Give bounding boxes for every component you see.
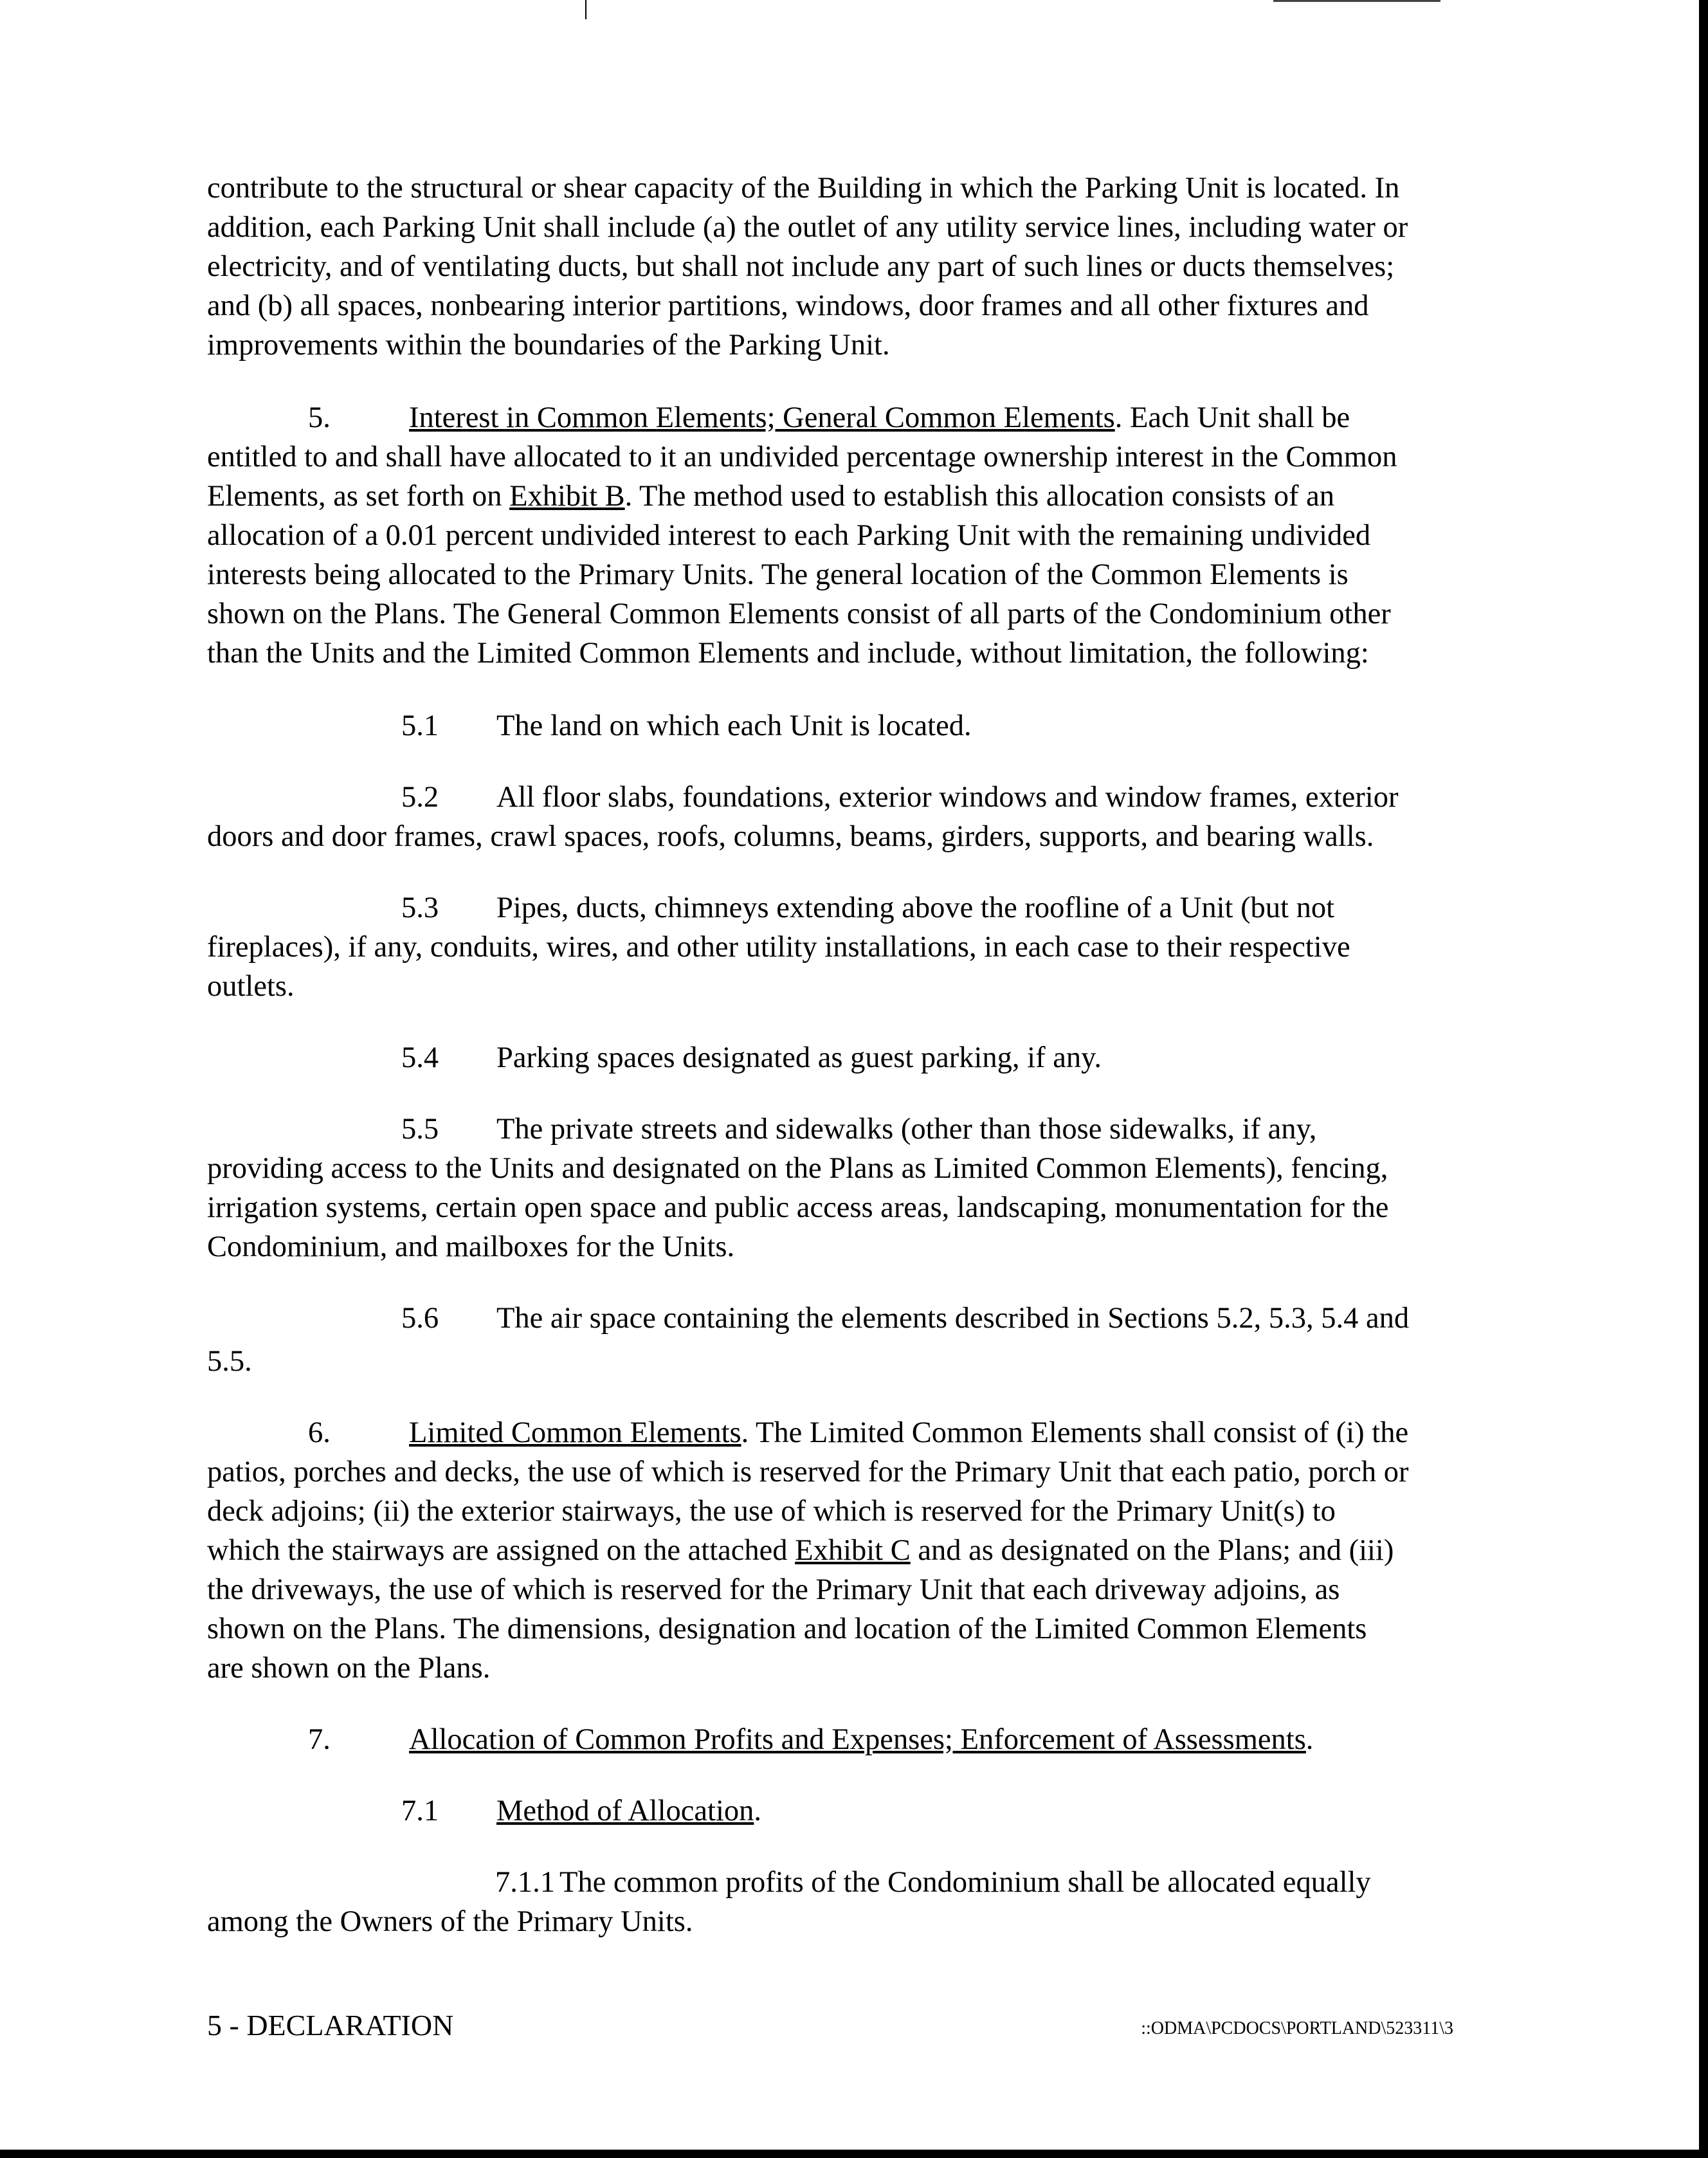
text-fragment: . The method used to establish this allocation consists of an — [624, 480, 1334, 513]
paragraph-4-continuation — [207, 169, 1513, 365]
text-fragment: which the stairways are assigned on the attached — [207, 1534, 795, 1567]
text-line: irrigation systems, certain open space and public access areas, landscaping, monumentation for the — [207, 1191, 1389, 1224]
subsection-5-2 — [207, 778, 1513, 856]
text-line: are shown on the Plans. — [207, 1652, 491, 1685]
subsection-5-4 — [207, 1038, 1513, 1077]
text-fragment: The land on which each Unit is located. — [496, 709, 972, 742]
subsection-number: 5.4 — [401, 1041, 439, 1074]
text-fragment: Pipes, ducts, chimneys extending above the roofline of a Unit (but not — [496, 892, 1335, 924]
text-line: doors and door frames, crawl spaces, roofs, columns, beams, girders, supports, and bearing walls. — [207, 820, 1374, 853]
text-line: the driveways, the use of which is reserved for the Primary Unit that each driveway adjoins, as — [207, 1573, 1340, 1606]
text-line: addition, each Parking Unit shall include (a) the outlet of any utility service lines, including water or — [207, 211, 1408, 244]
exhibit-c-reference: Exhibit C — [795, 1534, 911, 1567]
subsection-heading: Method of Allocation — [496, 1795, 754, 1827]
text-line — [207, 1038, 1513, 1077]
text-line: 5.5. — [207, 1345, 252, 1378]
exhibit-b-reference: Exhibit B — [509, 480, 625, 513]
text-line: shown on the Plans. The General Common Elements consist of all parts of the Condominium other — [207, 598, 1391, 630]
subsection-7-1-1 — [207, 1863, 1513, 1941]
subsection-number: 7.1 — [401, 1795, 439, 1827]
text-line: entitled to and shall have allocated to it an undivided percentage ownership interest in the Common — [207, 441, 1397, 473]
subsection-number: 7.1.1 — [495, 1866, 555, 1899]
footer-document-path: ::ODMA\PCDOCS\PORTLAND\523311\3 — [1141, 2018, 1453, 2038]
subsection-number: 5.2 — [401, 781, 439, 814]
text-line: among the Owners of the Primary Units. — [207, 1905, 693, 1938]
text-fragment: . — [754, 1795, 761, 1827]
text-line: improvements within the boundaries of the Parking Unit. — [207, 329, 890, 361]
subsection-number: 5.6 — [401, 1302, 439, 1335]
subsection-5-6 — [207, 1299, 1513, 1381]
text-line — [207, 778, 1513, 817]
section-number: 7. — [308, 1723, 331, 1756]
document-body — [207, 169, 1513, 1941]
text-fragment: . — [1305, 1723, 1314, 1756]
text-line: contribute to the structural or shear capacity of the Building in which the Parking Unit is located. In — [207, 172, 1400, 205]
text-line — [207, 888, 1513, 928]
section-6-first-line — [207, 1413, 1513, 1452]
text-line: deck adjoins; (ii) the exterior stairways, the use of which is reserved for the Primary Unit(s) to — [207, 1495, 1336, 1528]
exhibit-line — [207, 477, 1513, 516]
section-number: 6. — [308, 1416, 331, 1449]
section-heading: Limited Common Elements — [409, 1416, 741, 1449]
text-line: interests being allocated to the Primary Units. The general location of the Common Elements is — [207, 558, 1349, 591]
text-line: shown on the Plans. The dimensions, designation and location of the Limited Common Elements — [207, 1613, 1367, 1645]
text-line: and (b) all spaces, nonbearing interior partitions, windows, door frames and all other fixtures and — [207, 289, 1369, 322]
text-line — [207, 1299, 1513, 1338]
text-line — [207, 706, 1513, 745]
subsection-number: 5.3 — [401, 892, 439, 924]
subsection-5-5 — [207, 1110, 1513, 1266]
subsection-number: 5.1 — [401, 709, 439, 742]
subsection-5-1 — [207, 706, 1513, 745]
text-line: allocation of a 0.01 percent undivided interest to each Parking Unit with the remaining undivided — [207, 519, 1371, 552]
text-line — [207, 1720, 1513, 1759]
scan-mark-line — [1273, 0, 1440, 2]
section-heading: Allocation of Common Profits and Expenses; Enforcement of Assessments — [409, 1723, 1306, 1756]
exhibit-line — [207, 1531, 1513, 1570]
text-fragment: and as designated on the Plans; and (iii) — [910, 1534, 1394, 1567]
subsection-number: 5.5 — [401, 1113, 439, 1146]
text-line — [207, 1863, 1513, 1902]
text-fragment: The common profits of the Condominium shall be allocated equally — [559, 1866, 1371, 1899]
footer-page-label: 5 - DECLARATION — [207, 2009, 454, 2042]
text-line: electricity, and of ventilating ducts, but shall not include any part of such lines or ducts themselves; — [207, 250, 1395, 283]
text-line: outlets. — [207, 970, 295, 1003]
section-5-first-line — [207, 398, 1513, 437]
subsection-5-3 — [207, 888, 1513, 1006]
text-line: Condominium, and mailboxes for the Units. — [207, 1230, 735, 1263]
section-6 — [207, 1413, 1513, 1688]
text-line: than the Units and the Limited Common Elements and include, without limitation, the following: — [207, 637, 1369, 670]
text-line — [207, 1110, 1513, 1149]
section-number: 5. — [308, 401, 331, 434]
text-fragment: Elements, as set forth on — [207, 480, 510, 513]
text-line: patios, porches and decks, the use of which is reserved for the Primary Unit that each patio, porch or — [207, 1456, 1409, 1488]
text-line: fireplaces), if any, conduits, wires, and other utility installations, in each case to their respective — [207, 931, 1350, 964]
text-line — [207, 1791, 1513, 1831]
text-fragment: Parking spaces designated as guest parking, if any. — [496, 1041, 1102, 1074]
text-fragment: . The Limited Common Elements shall consist of (i) the — [741, 1416, 1409, 1449]
section-5 — [207, 398, 1513, 673]
section-heading: Interest in Common Elements; General Common Elements — [409, 401, 1115, 434]
section-7 — [207, 1720, 1513, 1759]
scan-mark — [585, 0, 586, 19]
text-fragment: All floor slabs, foundations, exterior windows and window frames, exterior — [496, 781, 1399, 814]
text-fragment: The air space containing the elements described in Sections 5.2, 5.3, 5.4 and — [496, 1302, 1410, 1335]
text-fragment: . Each Unit shall be — [1114, 401, 1350, 434]
subsection-7-1 — [207, 1791, 1513, 1831]
text-fragment: The private streets and sidewalks (other than those sidewalks, if any, — [496, 1113, 1317, 1146]
text-line: providing access to the Units and designated on the Plans as Limited Common Elements), fencing, — [207, 1152, 1388, 1185]
